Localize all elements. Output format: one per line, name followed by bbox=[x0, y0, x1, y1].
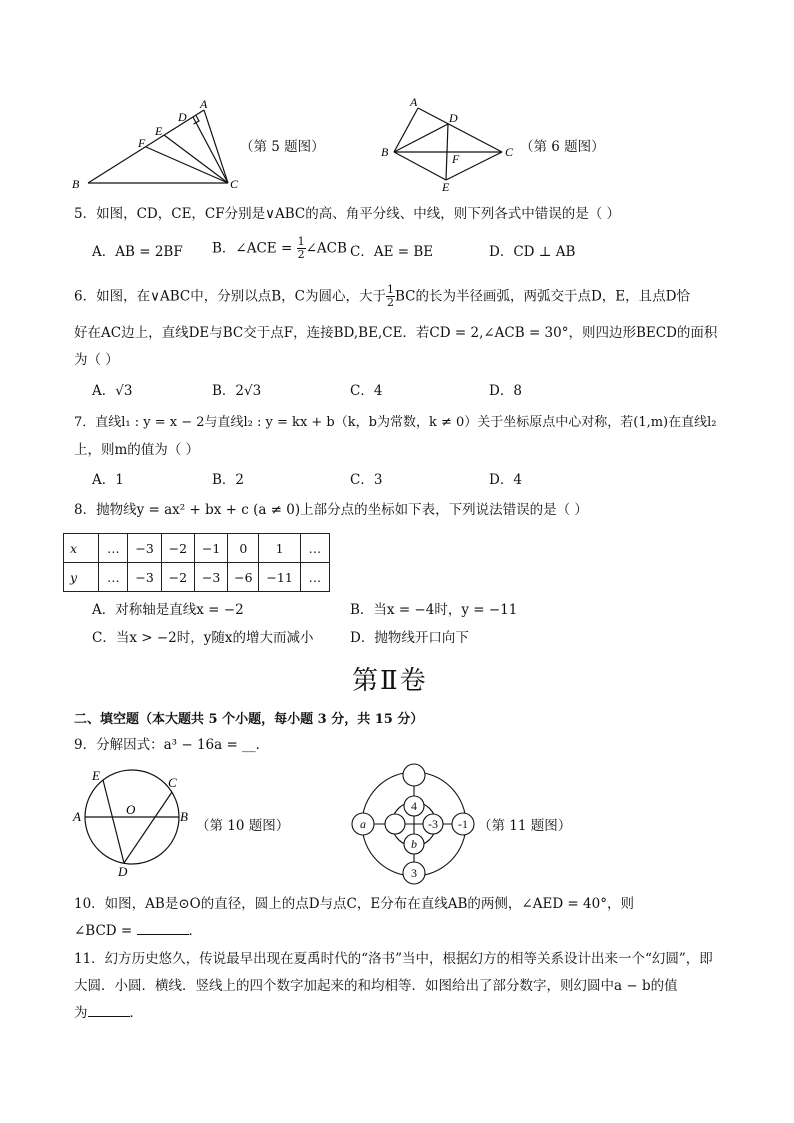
table-cell: y bbox=[64, 563, 99, 592]
label-E: E bbox=[92, 768, 100, 783]
q8-option-a: A．对称轴是直线x = −2 bbox=[92, 602, 244, 618]
node-left-value: a bbox=[360, 817, 366, 831]
figure-11 bbox=[348, 762, 478, 888]
table-row-y bbox=[64, 563, 330, 592]
segment-BE bbox=[394, 152, 446, 180]
table-cell: −6 bbox=[228, 563, 259, 592]
table-cell: −11 bbox=[259, 563, 300, 592]
table-cell: −3 bbox=[194, 563, 227, 592]
label-D: D bbox=[449, 111, 458, 125]
q6-line-1-start: 6．如图，在∨ABC中，分别以点B，C为圆心，大于 bbox=[74, 288, 386, 305]
q7-option-c: C．3 bbox=[350, 472, 383, 488]
label-C: C bbox=[505, 145, 514, 159]
q8-option-b: B．当x = −4时，y = −11 bbox=[350, 602, 518, 618]
figure-10 bbox=[70, 764, 200, 880]
table-cell: −1 bbox=[194, 534, 227, 563]
table-cell: 1 bbox=[259, 534, 300, 563]
q8-value-table bbox=[63, 533, 330, 592]
fraction-numerator: 1 bbox=[297, 235, 305, 248]
fraction-half bbox=[297, 236, 306, 261]
label-D: D bbox=[178, 110, 187, 124]
label-C: C bbox=[230, 177, 239, 191]
q5-option-a: A．AB = 2BF bbox=[92, 244, 183, 260]
table-cell: x bbox=[64, 534, 99, 563]
label-C: C bbox=[168, 775, 177, 790]
q11-line-3-text: 为 bbox=[74, 1005, 88, 1021]
q6-line-3: 为（ ） bbox=[74, 352, 119, 368]
node-top bbox=[403, 764, 425, 786]
q6-line-1-end: BC的长为半径画弧，两弧交于点D，E，且点D恰 bbox=[394, 288, 690, 305]
segment-AC bbox=[204, 110, 228, 183]
q7-option-b: B．2 bbox=[212, 472, 245, 488]
node-right-value: -1 bbox=[458, 817, 468, 831]
q10-line-1: 10．如图，AB是⊙O的直径，圆上的点D与点C，E分布在直线AB的两侧，∠AED = 40°，则 bbox=[74, 896, 634, 912]
segment-CD bbox=[193, 117, 228, 183]
label-E: E bbox=[442, 180, 450, 194]
q5-stem: 5．如图，CD，CE，CF分别是∨ABC的高、角平分线、中线，则下列各式中错误的是（ ） bbox=[74, 206, 621, 222]
q5-option-b-suffix: ∠ACB bbox=[305, 240, 347, 257]
fraction-numerator: 1 bbox=[386, 283, 394, 296]
label-A: A bbox=[410, 96, 418, 109]
q6-line-1 bbox=[74, 284, 690, 309]
q5-option-b bbox=[212, 236, 347, 261]
q8-option-d: D．抛物线开口向下 bbox=[350, 630, 469, 646]
q10-line-2 bbox=[74, 922, 202, 940]
node-inner-top-value: 4 bbox=[411, 799, 417, 813]
fraction-denominator: 2 bbox=[386, 296, 394, 309]
q11-line-3-end: ． bbox=[129, 1005, 143, 1021]
q8-option-c: C．当x > −2时，y随x的增大而减小 bbox=[92, 630, 314, 646]
segment-AC bbox=[418, 108, 502, 152]
q8-stem: 8．抛物线y = ax² + bx + c (a ≠ 0)上部分点的坐标如下表，下列说法错误的是（ ） bbox=[74, 502, 588, 518]
q7-option-a: A．1 bbox=[92, 472, 124, 488]
figure-10-caption: （第 10 题图） bbox=[196, 818, 290, 834]
q6-option-b: B．2√3 bbox=[212, 383, 262, 399]
q11-line-1: 11．幻方历史悠久，传说最早出现在夏禹时代的“洛书”当中，根据幻方的相等关系设计出来一个“幻圆”，即 bbox=[74, 951, 713, 967]
label-F: F bbox=[452, 152, 460, 166]
label-F: F bbox=[138, 136, 146, 150]
q5-option-c: C．AE = BE bbox=[350, 244, 434, 260]
label-B: B bbox=[381, 145, 389, 159]
q6-option-d: D．8 bbox=[489, 383, 522, 399]
chord-ED bbox=[103, 780, 124, 863]
label-D: D bbox=[118, 864, 128, 879]
figure-5 bbox=[60, 96, 260, 194]
q9-text: 9．分解因式：a³ − 16a = __． bbox=[74, 737, 270, 753]
q6-line-2: 好在AC边上，直线DE与BC交于点F，连接BD,BE,CE．若CD = 2,∠ACB = 30°，则四边形BECD的面积 bbox=[74, 325, 718, 341]
table-cell: … bbox=[99, 534, 128, 563]
fraction-half bbox=[386, 284, 395, 309]
table-cell: −3 bbox=[128, 534, 161, 563]
q11-line-3 bbox=[74, 1004, 143, 1022]
label-E: E bbox=[155, 124, 163, 138]
label-B: B bbox=[72, 177, 80, 191]
node-inner-right-value: -3 bbox=[428, 817, 438, 831]
figure-11-caption: （第 11 题图） bbox=[478, 818, 572, 834]
node-bottom-value: 3 bbox=[411, 866, 417, 880]
label-B: B bbox=[180, 809, 188, 824]
label-A: A bbox=[200, 97, 208, 111]
figure-5-caption: （第 5 题图） bbox=[240, 139, 325, 155]
section-title: 第Ⅱ卷 bbox=[352, 666, 428, 696]
node-inner-left bbox=[385, 814, 405, 834]
q10-line-2-text: ∠BCD = bbox=[74, 923, 137, 939]
q7-line-2: 上，则m的值为（ ） bbox=[74, 442, 200, 458]
table-cell: … bbox=[99, 563, 128, 592]
table-cell: … bbox=[300, 563, 329, 592]
section-heading: 二、填空题（本大题共 5 个小题，每小题 3 分，共 15 分） bbox=[74, 712, 424, 727]
fraction-denominator: 2 bbox=[297, 248, 305, 261]
q6-option-a: A．√3 bbox=[92, 383, 133, 399]
label-O: O bbox=[126, 802, 136, 817]
table-cell: … bbox=[300, 534, 329, 563]
table-cell: −3 bbox=[128, 563, 161, 592]
answer-blank[interactable] bbox=[137, 934, 189, 935]
q7-option-d: D．4 bbox=[489, 472, 522, 488]
q6-option-c: C．4 bbox=[350, 383, 383, 399]
table-cell: −2 bbox=[161, 534, 194, 563]
table-cell: 0 bbox=[228, 534, 259, 563]
figure-6-caption: （第 6 题图） bbox=[520, 139, 605, 155]
figure-6 bbox=[378, 96, 518, 194]
label-A: A bbox=[73, 809, 81, 824]
table-cell: −2 bbox=[161, 563, 194, 592]
answer-blank[interactable] bbox=[88, 1016, 130, 1017]
q5-option-d: D．CD ⊥ AB bbox=[489, 244, 576, 260]
q5-option-b-prefix: B．∠ACE = bbox=[212, 240, 297, 257]
table-row-x bbox=[64, 534, 330, 563]
q10-line-2-end: ． bbox=[188, 923, 203, 939]
q11-line-2: 大圆．小圆．横线．竖线上的四个数字加起来的和均相等．如图给出了部分数字，则幻圆中a − b的值 bbox=[74, 978, 678, 994]
q7-line-1: 7．直线l₁ : y = x − 2与直线l₂ : y = kx + b（k，b为常数，k ≠ 0）关于坐标原点中心对称，若(1,m)在直线l₂ bbox=[74, 415, 717, 430]
node-inner-bottom-value: b bbox=[411, 837, 417, 851]
